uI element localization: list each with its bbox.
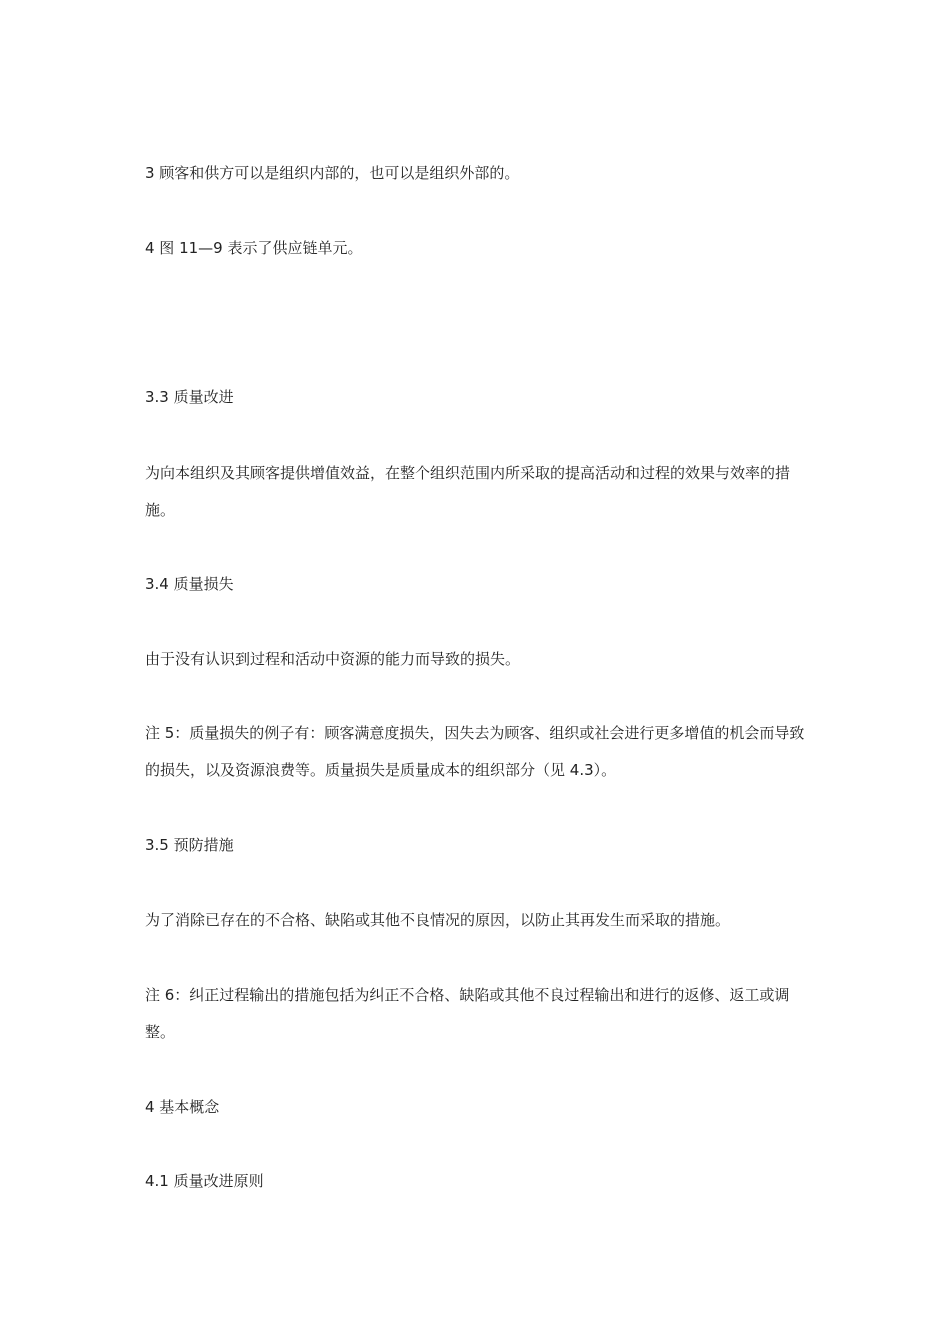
section-3-4-body: 由于没有认识到过程和活动中资源的能力而导致的损失。 [145, 650, 521, 668]
section-3-4-heading: 3.4 质量损失 [145, 575, 234, 593]
note-4: 4 图 11—9 表示了供应链单元。 [145, 239, 363, 257]
note-3: 3 顾客和供方可以是组织内部的，也可以是组织外部的。 [145, 164, 520, 182]
section-3-3-body: 为向本组织及其顾客提供增值效益，在整个组织范围内所采取的提高活动和过程的效果与效率的措施。 [145, 464, 791, 519]
section-4-heading: 4 基本概念 [145, 1098, 220, 1116]
section-4-1-heading: 4.1 质量改进原则 [145, 1172, 264, 1190]
section-3-5-body: 为了消除已存在的不合格、缺陷或其他不良情况的原因，以防止其再发生而采取的措施。 [145, 911, 731, 929]
section-3-3-heading: 3.3 质量改进 [145, 388, 234, 406]
note-5: 注 5：质量损失的例子有：顾客满意度损失，因失去为顾客、组织或社会进行更多增值的机会而导致的损失，以及资源浪费等。质量损失是质量成本的组织部分（见 4.3）。 [145, 724, 805, 779]
section-3-5-heading: 3.5 预防措施 [145, 836, 234, 854]
note-6: 注 6：纠正过程输出的措施包括为纠正不合格、缺陷或其他不良过程输出和进行的返修、返工或调整。 [145, 986, 790, 1041]
